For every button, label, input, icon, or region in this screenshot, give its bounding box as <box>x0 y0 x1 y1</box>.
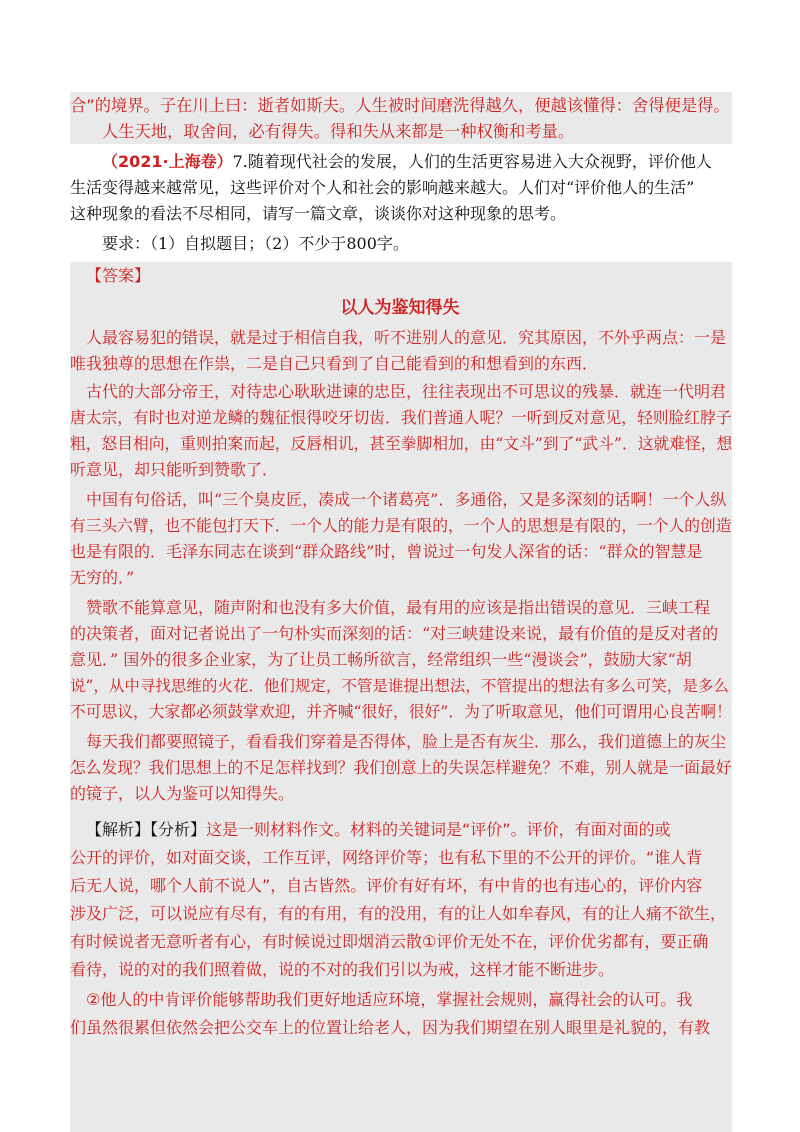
analysis-line: 看待，说的对的我们照着做，说的不对的我们引以为戒，这样才能不断进步。 <box>70 960 615 979</box>
essay-line: 的决策者，面对记者说出了一句朴实而深刻的话：“对三峡建设来说，最有价值的是反对者的 <box>70 624 719 643</box>
essay-line: 意见．” 国外的很多企业家，为了让员工畅所欲言，经常组织一些“漫谈会”，鼓励大家“胡 <box>70 650 692 669</box>
essay-line: 唯我独尊的思想在作祟，二是自己只看到了自己能看到的和想看到的东西． <box>70 354 599 373</box>
question-block <box>70 150 730 260</box>
essay-line: 每天我们都要照镜子，看看我们穿着是否得体，脸上是否有灰尘．那么，我们道德上的灰尘 <box>86 732 727 751</box>
question-text-1: 7.随着现代社会的发展，人们的生活更容易进入大众视野，评价他人 <box>232 152 712 171</box>
essay-line: 有三头六臂，也不能包打天下．一个人的能力是有限的，一个人的思想是有限的，一个人的创造 <box>70 516 732 535</box>
answer-section <box>70 262 733 803</box>
essay-line: 怎么发现？我们思想上的不足怎样找到？我们创意上的失误怎样避免？不难，别人就是一面最好 <box>70 758 732 777</box>
answer-label: 【答案】 <box>86 266 151 285</box>
essay-line: 赞歌不能算意见，随声附和也没有多大价值，最有用的应该是指出错误的意见．三峡工程 <box>86 598 711 617</box>
essay-line: 说”，从中寻找思维的火花．他们规定，不管是谁提出想法，不管提出的想法有多么可笑，是多么 <box>70 677 729 695</box>
analysis-text: 这是一则材料作文。材料的关键词是“评价”。评价，有面对面的或 <box>206 820 671 839</box>
top-line-2: 人生天地，取舍间，必有得失。得和失从来都是一种权衡和考量。 <box>102 122 575 141</box>
essay-line: 唐太宗，有时也对逆龙鳞的魏征恨得咬牙切齿．我们普通人呢？一听到反对意见，轻则脸红脖子 <box>70 408 732 427</box>
essay-line: 中国有句俗话，叫“三个臭皮匠，凑成一个诸葛亮”．多通俗，又是多深刻的话啊！一个人纵 <box>86 490 727 509</box>
essay-line: 无穷的．” <box>70 568 135 587</box>
top-line-1: 合”的境界。子在川上曰：逝者如斯夫。人生被时间磨洗得越久，便越该懂得：舍得便是得。 <box>70 96 730 115</box>
essay-line: 古代的大部分帝王，对待忠心耿耿进谏的忠臣，往往表现出不可思议的残暴．就连一代明君 <box>86 382 727 401</box>
question-requirements: 要求：（1）自拟题目；（2）不少于800字。 <box>102 234 409 253</box>
question-line-2: 生活变得越来越常见，这些评价对个人和社会的影响越来越大。人们对“评价他人的生活” <box>70 178 695 197</box>
essay-line: 粗，怒目相向，重则拍案而起，反唇相讥，甚至拳脚相加，由“文斗”到了“武斗”．这就难怪，想 <box>70 434 733 453</box>
analysis-label: 【解析】【分析】 <box>86 820 207 839</box>
analysis-section <box>70 818 730 1118</box>
question-source: （2021·上海卷） <box>102 152 233 171</box>
analysis-line: ②他人的中肯评价能够帮助我们更好地适应环境，掌握社会规则，赢得社会的认可。我 <box>86 990 693 1009</box>
essay-line: 听意见，却只能听到赞歌了． <box>70 460 279 479</box>
essay-line: 也是有限的．毛泽东同志在谈到“群众路线”时，曾说过一句发人深省的话：“群众的智慧是 <box>70 542 703 561</box>
essay-title: 以人为鉴知得失 <box>340 298 460 318</box>
top-section <box>70 94 730 144</box>
analysis-line-1 <box>86 818 671 842</box>
analysis-line: 有时候说者无意听者有心，有时候说过即烟消云散①评价无处不在，评价优劣都有，要正确 <box>70 932 709 951</box>
essay-line: 人最容易犯的错误，就是过于相信自我，听不进别人的意见．究其原因，不外乎两点：一是 <box>86 328 727 347</box>
question-line-3: 这种现象的看法不尽相同，请写一篇文章，谈谈你对这种现象的思考。 <box>70 204 567 223</box>
analysis-line: 们虽然很累但依然会把公交车上的位置让给老人，因为我们期望在别人眼里是礼貌的，有教 <box>70 1018 711 1037</box>
essay-line: 不可思议，大家都必须鼓掌欢迎，并齐喊“很好，很好”．为了听取意见，他们可谓用心良苦啊！ <box>70 702 732 721</box>
analysis-line: 涉及广泛，可以说应有尽有，有的有用，有的没用，有的让人如牟春风，有的让人痛不欲生， <box>70 904 727 923</box>
analysis-line: 公开的评价，如对面交谈，工作互评，网络评价等；也有私下里的不公开的评价。“谁人背 <box>70 848 703 867</box>
analysis-line: 后无人说，哪个人前不说人”，自古皆然。评价有好有坏，有中肯的也有违心的，评价内容 <box>70 876 703 895</box>
essay-line: 的镜子，以人为鉴可以知得失。 <box>70 784 295 803</box>
question-line-1 <box>102 150 712 174</box>
